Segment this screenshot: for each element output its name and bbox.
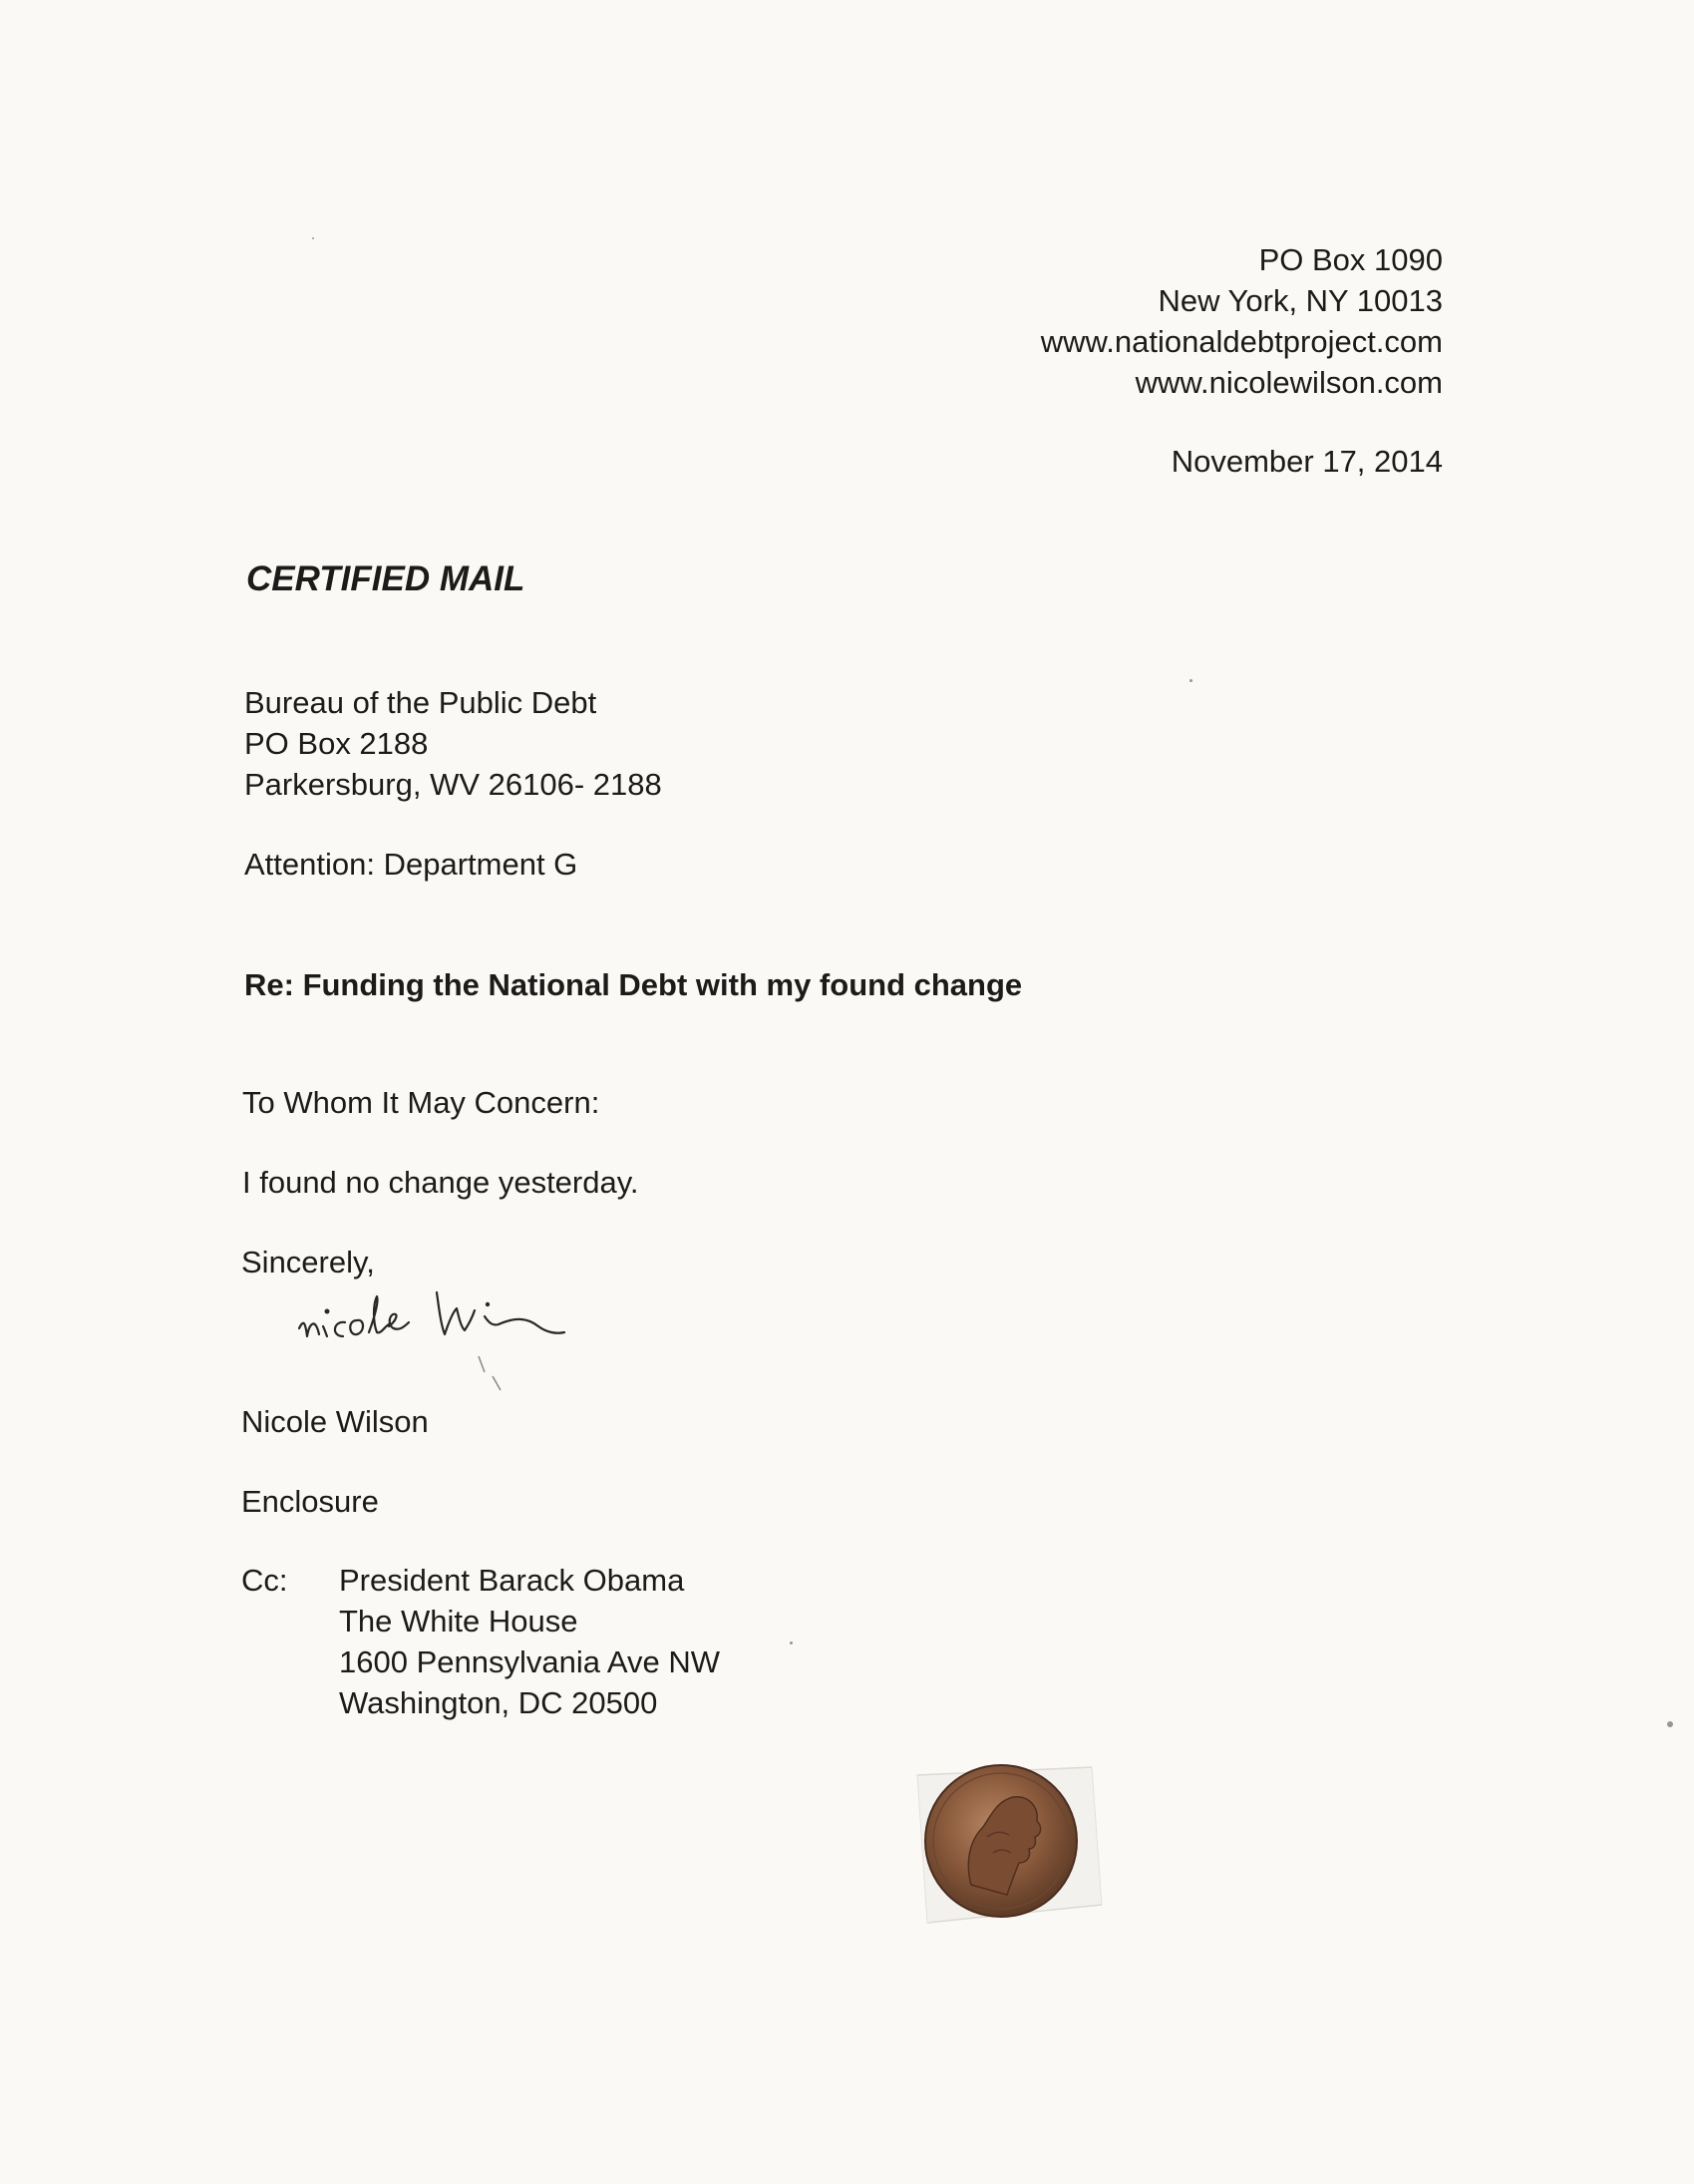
enclosure-line: Enclosure [241, 1484, 379, 1519]
sender-line-website-1: www.nationaldebtproject.com [1040, 324, 1443, 359]
certified-mail-heading: CERTIFIED MAIL [246, 559, 525, 598]
penny-coin-icon [887, 1745, 1127, 1935]
paper-speck [312, 237, 314, 239]
sender-address-block [1041, 239, 1443, 403]
cc-line-name: President Barack Obama [339, 1563, 685, 1598]
letter-body: I found no change yesterday. [242, 1165, 639, 1200]
cc-label: Cc: [241, 1563, 288, 1598]
sender-line-city: New York, NY 10013 [1158, 283, 1443, 318]
recipient-line-pobox: PO Box 2188 [244, 726, 429, 761]
recipient-line-city: Parkersburg, WV 26106- 2188 [244, 767, 662, 802]
paper-speck [1189, 679, 1192, 682]
cc-line-street: 1600 Pennsylvania Ave NW [339, 1644, 720, 1679]
signature-icon [289, 1286, 678, 1406]
attention-line: Attention: Department G [244, 847, 578, 882]
cc-address-block [339, 1560, 720, 1723]
paper-speck [790, 1641, 793, 1644]
signer-name: Nicole Wilson [241, 1404, 429, 1439]
cc-line-city: Washington, DC 20500 [339, 1685, 658, 1720]
paper-speck [1667, 1721, 1673, 1727]
letter-date: November 17, 2014 [1171, 444, 1443, 479]
recipient-line-name: Bureau of the Public Debt [244, 685, 597, 720]
sender-line-website-2: www.nicolewilson.com [1135, 365, 1443, 400]
sender-line-pobox: PO Box 1090 [1258, 242, 1443, 277]
cc-line-building: The White House [339, 1604, 578, 1638]
subject-line: Re: Funding the National Debt with my found change [244, 967, 1023, 1002]
closing: Sincerely, [241, 1245, 375, 1279]
salutation: To Whom It May Concern: [242, 1085, 600, 1120]
recipient-address-block [244, 682, 662, 805]
